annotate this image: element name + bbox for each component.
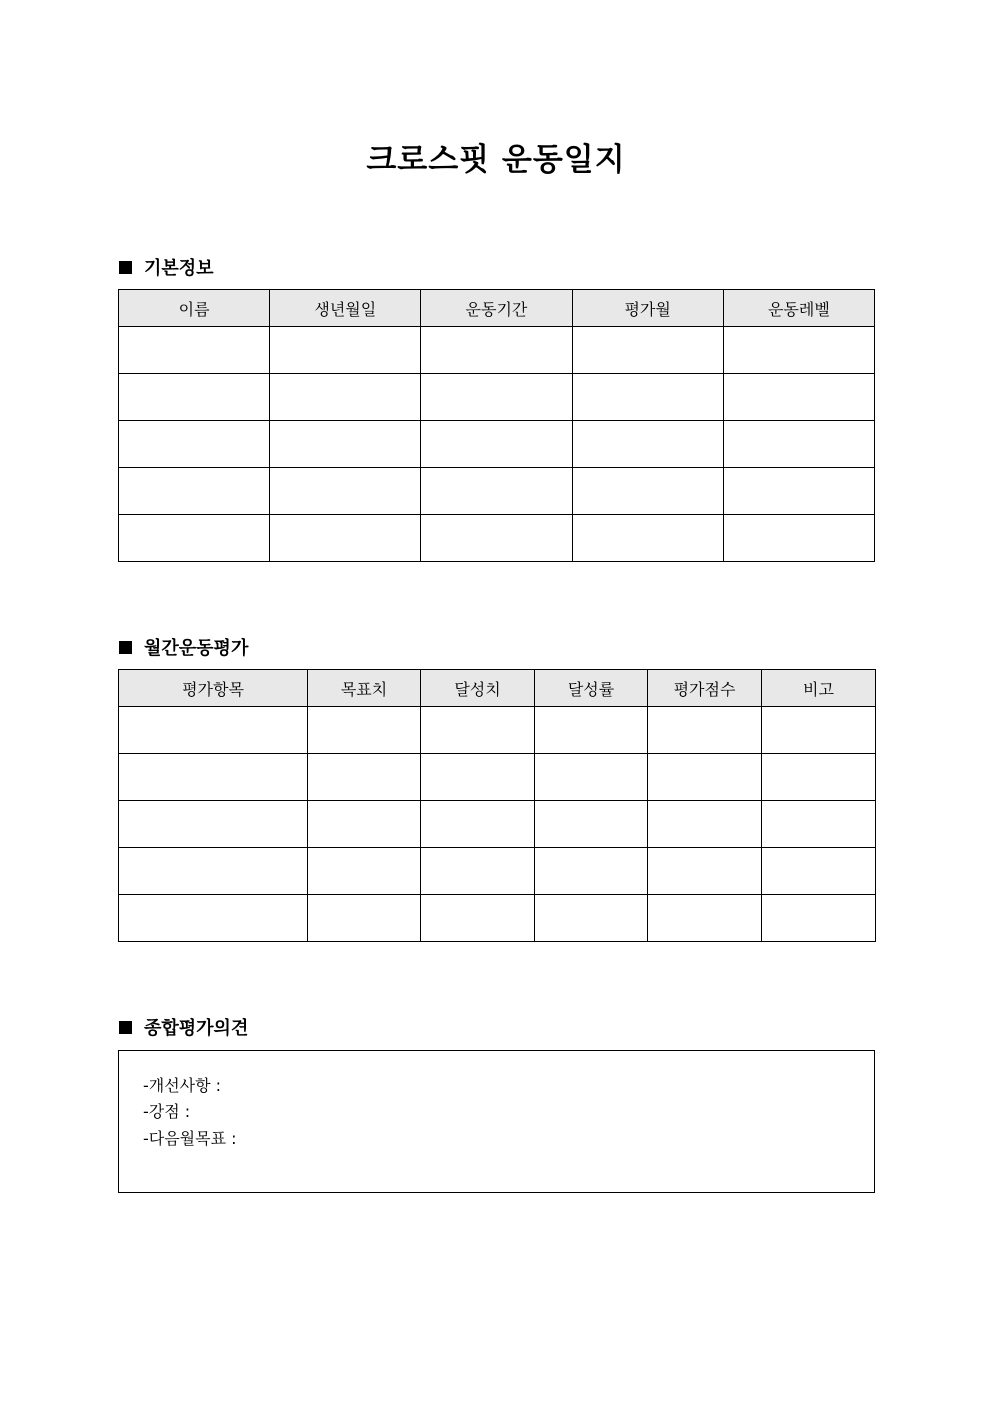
table-cell[interactable]	[119, 421, 270, 468]
section-heading-label: 월간운동평가	[144, 638, 249, 659]
table-cell[interactable]	[270, 374, 421, 421]
table-cell[interactable]	[119, 801, 308, 848]
column-header: 달성률	[535, 670, 648, 707]
table-cell[interactable]	[421, 848, 535, 895]
table-cell[interactable]	[648, 801, 762, 848]
table-cell[interactable]	[535, 754, 648, 801]
table-cell[interactable]	[723, 515, 874, 562]
table-cell[interactable]	[535, 895, 648, 942]
table-cell[interactable]	[270, 515, 421, 562]
table-cell[interactable]	[762, 754, 876, 801]
table-row	[119, 468, 875, 515]
table-cell[interactable]	[723, 374, 874, 421]
strength-line: -강점 :	[143, 1102, 191, 1121]
column-header: 생년월일	[270, 290, 421, 327]
table-cell[interactable]	[572, 468, 723, 515]
table-cell[interactable]	[308, 801, 421, 848]
table-cell[interactable]	[762, 848, 876, 895]
table-cell[interactable]	[119, 327, 270, 374]
table-cell[interactable]	[723, 468, 874, 515]
black-square-icon	[119, 1021, 132, 1034]
table-cell[interactable]	[535, 707, 648, 754]
table-cell[interactable]	[762, 801, 876, 848]
table-cell[interactable]	[308, 895, 421, 942]
table-cell[interactable]	[119, 848, 308, 895]
table-row	[119, 895, 876, 942]
column-header: 운동기간	[421, 290, 572, 327]
table-cell[interactable]	[421, 801, 535, 848]
table-cell[interactable]	[308, 707, 421, 754]
column-header: 목표치	[308, 670, 421, 707]
table-cell[interactable]	[119, 468, 270, 515]
section-heading-overall-opinion	[119, 1014, 248, 1040]
table-cell[interactable]	[308, 754, 421, 801]
table-cell[interactable]	[762, 707, 876, 754]
table-cell[interactable]	[119, 754, 308, 801]
table-cell[interactable]	[572, 421, 723, 468]
table-cell[interactable]	[421, 374, 572, 421]
table-cell[interactable]	[421, 421, 572, 468]
column-header: 달성치	[421, 670, 535, 707]
section-heading-label: 기본정보	[144, 258, 214, 279]
section-heading-label: 종합평가의견	[144, 1018, 249, 1039]
table-cell[interactable]	[648, 707, 762, 754]
table-row	[119, 327, 875, 374]
black-square-icon	[119, 261, 132, 274]
table-cell[interactable]	[421, 515, 572, 562]
table-cell[interactable]	[572, 374, 723, 421]
table-cell[interactable]	[572, 515, 723, 562]
section-heading-basic-info	[119, 254, 214, 280]
table-row	[119, 754, 876, 801]
table-cell[interactable]	[648, 754, 762, 801]
table-cell[interactable]	[421, 327, 572, 374]
column-header: 이름	[119, 290, 270, 327]
table-row	[119, 801, 876, 848]
basic-info-table	[118, 289, 875, 562]
next-month-goal-line: -다음월목표 :	[143, 1129, 237, 1148]
table-header-row	[119, 670, 876, 707]
table-cell[interactable]	[723, 327, 874, 374]
table-row	[119, 707, 876, 754]
table-cell[interactable]	[535, 848, 648, 895]
table-row	[119, 374, 875, 421]
table-row	[119, 421, 875, 468]
table-cell[interactable]	[648, 848, 762, 895]
column-header: 운동레벨	[723, 290, 874, 327]
page-title: 크로스핏 운동일지	[366, 142, 626, 178]
table-cell[interactable]	[421, 754, 535, 801]
table-cell[interactable]	[270, 421, 421, 468]
table-cell[interactable]	[762, 895, 876, 942]
table-cell[interactable]	[270, 468, 421, 515]
table-cell[interactable]	[119, 374, 270, 421]
column-header: 평가월	[572, 290, 723, 327]
overall-opinion-box[interactable]	[118, 1050, 875, 1193]
table-cell[interactable]	[572, 327, 723, 374]
table-cell[interactable]	[308, 848, 421, 895]
table-row	[119, 848, 876, 895]
black-square-icon	[119, 641, 132, 654]
table-cell[interactable]	[648, 895, 762, 942]
table-cell[interactable]	[723, 421, 874, 468]
column-header: 평가점수	[648, 670, 762, 707]
table-cell[interactable]	[270, 327, 421, 374]
monthly-eval-table	[118, 669, 876, 942]
table-cell[interactable]	[421, 895, 535, 942]
improvement-line: -개선사항 :	[143, 1076, 222, 1095]
table-cell[interactable]	[535, 801, 648, 848]
column-header: 평가항목	[119, 670, 308, 707]
column-header: 비고	[762, 670, 876, 707]
table-cell[interactable]	[421, 707, 535, 754]
table-cell[interactable]	[421, 468, 572, 515]
table-header-row	[119, 290, 875, 327]
table-row	[119, 515, 875, 562]
section-heading-monthly-eval	[119, 634, 248, 660]
table-cell[interactable]	[119, 895, 308, 942]
table-cell[interactable]	[119, 707, 308, 754]
table-cell[interactable]	[119, 515, 270, 562]
